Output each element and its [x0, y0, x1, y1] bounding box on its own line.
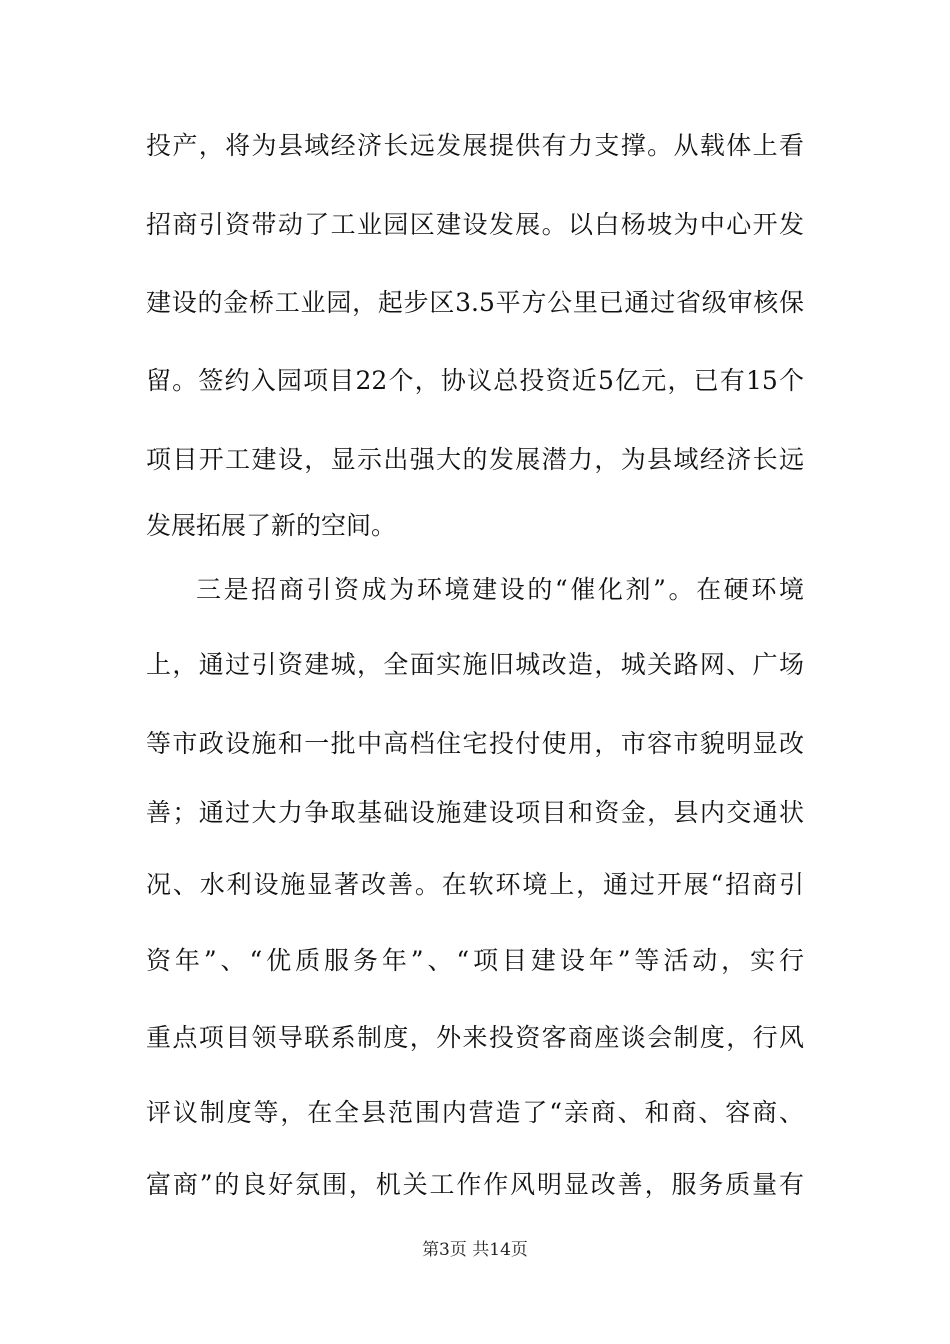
- body-line-5: 项目开工建设，显示出强大的发展潜力，为县域经济长远: [146, 445, 804, 474]
- body-line-14: 评议制度等，在全县范围内营造了“亲商、和商、容商、: [146, 1098, 804, 1127]
- body-line-9: 等市政设施和一批中高档住宅投付使用，市容市貌明显改: [146, 729, 804, 758]
- body-line-4: 留。签约入园项目22个，协议总投资近5亿元，已有15个: [146, 366, 804, 395]
- body-line-2: 招商引资带动了工业园区建设发展。以白杨坡为中心开发: [146, 210, 804, 239]
- body-line-12: 资年”、“优质服务年”、“项目建设年”等活动，实行: [146, 946, 804, 975]
- body-line-1: 投产，将为县域经济长远发展提供有力支撑。从载体上看: [146, 131, 804, 160]
- body-line-3: 建设的金桥工业园，起步区3.5平方公里已通过省级审核保: [146, 288, 804, 317]
- body-line-11: 况、水利设施显著改善。在软环境上，通过开展“招商引: [146, 870, 804, 899]
- body-line-8: 上，通过引资建城，全面实施旧城改造，城关路网、广场: [146, 650, 804, 679]
- body-line-13: 重点项目领导联系制度，外来投资客商座谈会制度，行风: [146, 1023, 804, 1052]
- page-footer: 第3页 共14页: [422, 1240, 528, 1260]
- body-line-7: 三是招商引资成为环境建设的“催化剂”。在硬环境: [196, 575, 804, 604]
- body-line-15: 富商”的良好氛围，机关工作作风明显改善，服务质量有: [146, 1170, 804, 1199]
- body-line-6: 发展拓展了新的空间。: [146, 511, 397, 540]
- body-line-10: 善；通过大力争取基础设施建设项目和资金，县内交通状: [146, 798, 804, 827]
